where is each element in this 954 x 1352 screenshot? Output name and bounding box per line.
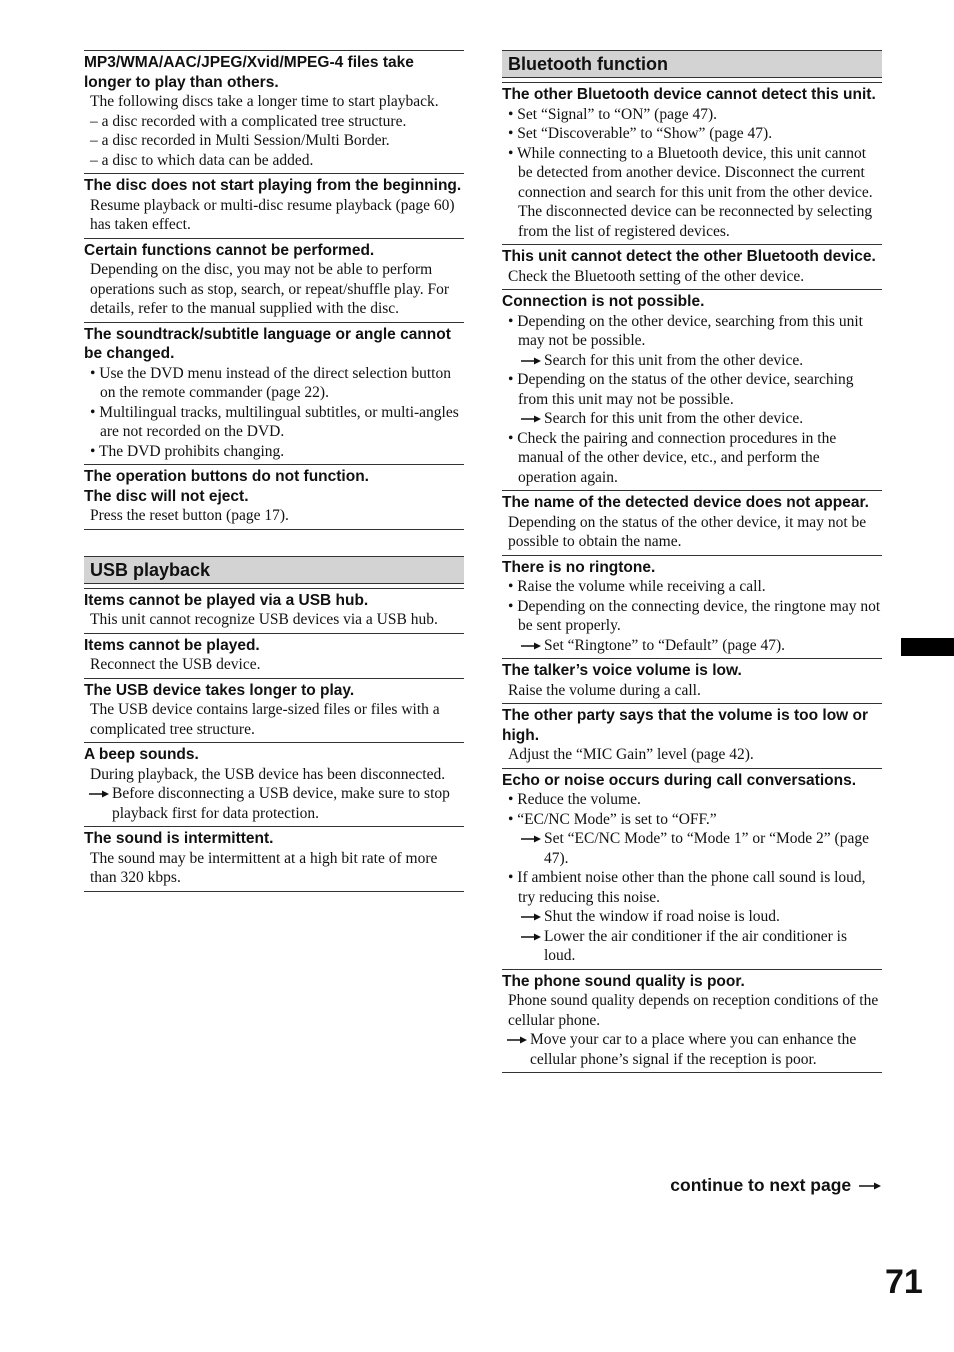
arrow-item-text: Before disconnecting a USB device, make sure to stop playback first for data protection.	[112, 785, 450, 822]
arrow-item	[502, 1030, 882, 1069]
bullet-item: • “EC/NC Mode” is set to “OFF.”	[508, 810, 717, 828]
entry-title: The talker’s voice volume is low.	[502, 662, 742, 679]
entry-title: Items cannot be played.	[84, 636, 260, 654]
entry-text: Resume playback or multi-disc resume playback (page 60) has taken effect.	[90, 196, 455, 233]
entry-title: This unit cannot detect the other Bluetooth device.	[502, 248, 876, 265]
entry-text: Reconnect the USB device.	[90, 656, 261, 673]
right-arrow-icon	[520, 830, 544, 847]
arrow-item	[502, 409, 882, 429]
entry-title: The phone sound quality is poor.	[502, 972, 745, 990]
entry-title: Items cannot be played via a USB hub.	[84, 591, 369, 609]
page-number: 71	[885, 1263, 923, 1301]
arrow-item	[502, 636, 882, 656]
arrow-item	[84, 784, 464, 823]
right-arrow-icon	[520, 637, 544, 654]
troubleshooting-entry	[84, 173, 464, 238]
bullet-item: • While connecting to a Bluetooth device, this unit cannot be detected from another device. Disconnect the current connection and search for this unit from the other device. The disconnected device can be reconnected by selecting from the list of registered devices.	[508, 144, 873, 240]
right-arrow-icon	[520, 410, 544, 427]
entry-title: The operation buttons do not function. The disc will not eject.	[84, 468, 369, 505]
arrow-item	[502, 351, 882, 371]
troubleshooting-entry	[84, 464, 464, 530]
entry-title: A beep sounds.	[84, 746, 199, 763]
arrow-item	[502, 829, 882, 868]
entry-text: Raise the volume during a call.	[508, 681, 701, 699]
usb-section-heading: USB playback	[84, 556, 464, 584]
entry-title: Connection is not possible.	[502, 293, 705, 310]
bullet-item: • Set “Signal” to “ON” (page 47).	[508, 105, 718, 123]
bullet-item: • Depending on the other device, searching from this unit may not be possible.	[508, 312, 863, 349]
bullet-item: • Use the DVD menu instead of the direct selection button on the remote commander (page 22).	[90, 364, 451, 401]
dash-item: – a disc recorded in Multi Session/Multi Border.	[90, 132, 390, 149]
entry-text: Adjust the “MIC Gain” level (page 42).	[508, 746, 754, 763]
dash-item: – a disc recorded with a complicated tree structure.	[90, 112, 407, 130]
bullet-item: • Raise the volume while receiving a call.	[508, 578, 766, 595]
arrow-item	[502, 907, 882, 927]
bullet-item: • Check the pairing and connection procedures in the manual of the other device, etc., and perform the operation again.	[508, 429, 837, 486]
troubleshooting-entry	[502, 768, 882, 969]
entry-title: The disc does not start playing from the beginning.	[84, 177, 462, 194]
bullet-item: • Depending on the status of the other device, searching from this unit may not be possible.	[508, 371, 854, 408]
troubleshooting-entry	[84, 633, 464, 678]
entry-title: MP3/WMA/AAC/JPEG/Xvid/MPEG-4 files take longer to play than others.	[84, 54, 414, 91]
arrow-item-text: Move your car to a place where you can enhance the cellular phone’s signal if the reception is poor.	[530, 1031, 857, 1068]
right-column	[502, 50, 882, 1073]
arrow-item-text: Set “Ringtone” to “Default” (page 47).	[544, 636, 786, 654]
bluetooth-section-heading: Bluetooth function	[502, 50, 882, 78]
entry-title: Echo or noise occurs during call conversations.	[502, 771, 857, 789]
entry-title: The USB device takes longer to play.	[84, 681, 355, 699]
arrow-item-text: Search for this unit from the other device.	[544, 410, 804, 427]
arrow-item-text: Search for this unit from the other device.	[544, 351, 804, 369]
dash-item: – a disc to which data can be added.	[90, 151, 314, 169]
continue-note	[670, 1174, 882, 1196]
right-arrow-icon	[520, 908, 544, 925]
entry-text: Press the reset button (page 17).	[90, 507, 289, 524]
entry-text: The following discs take a longer time to start playback.	[90, 93, 439, 110]
troubleshooting-entry	[502, 82, 882, 244]
bluetooth-troubleshooting-list	[502, 82, 882, 1073]
bullet-item: • The DVD prohibits changing.	[90, 442, 285, 460]
entry-text: This unit cannot recognize USB devices via a USB hub.	[90, 611, 438, 628]
troubleshooting-entry	[502, 555, 882, 659]
right-arrow-icon	[520, 352, 544, 369]
left-column	[84, 50, 464, 892]
bullet-item: • Multilingual tracks, multilingual subtitles, or multi-angles are not recorded on the DVD.	[90, 403, 459, 440]
entry-text: Phone sound quality depends on reception conditions of the cellular phone.	[508, 992, 879, 1029]
section-gap	[84, 530, 464, 556]
troubleshooting-entry	[84, 322, 464, 465]
right-arrow-icon	[520, 928, 544, 945]
troubleshooting-entry	[84, 742, 464, 826]
troubleshooting-entry	[502, 244, 882, 289]
troubleshooting-entry	[502, 969, 882, 1074]
troubleshooting-entry	[502, 658, 882, 703]
right-arrow-icon	[88, 785, 112, 802]
troubleshooting-entry	[84, 678, 464, 743]
troubleshooting-entry	[502, 289, 882, 490]
bullet-item: • Reduce the volume.	[508, 791, 641, 808]
entry-title: The sound is intermittent.	[84, 830, 274, 847]
arrow-item-text: Lower the air conditioner if the air conditioner is loud.	[544, 927, 848, 964]
bullet-item: • Depending on the connecting device, the ringtone may not be sent properly.	[508, 597, 881, 634]
troubleshooting-entry	[84, 238, 464, 322]
troubleshooting-entry	[502, 703, 882, 768]
bullet-item: • Set “Discoverable” to “Show” (page 47).	[508, 125, 773, 142]
entry-text: The sound may be intermittent at a high bit rate of more than 320 kbps.	[90, 849, 438, 886]
entry-text: Check the Bluetooth setting of the other device.	[508, 267, 805, 285]
continue-text: continue to next page	[670, 1175, 852, 1195]
troubleshooting-entry	[84, 588, 464, 633]
entry-text: Depending on the status of the other device, it may not be possible to obtain the name.	[508, 513, 867, 550]
right-arrow-icon	[506, 1031, 530, 1048]
entry-title: The other party says that the volume is too low or high.	[502, 707, 869, 744]
usb-troubleshooting-list	[84, 588, 464, 892]
arrow-item	[502, 927, 882, 966]
entry-text: During playback, the USB device has been disconnected.	[90, 765, 446, 783]
entry-title: There is no ringtone.	[502, 558, 656, 576]
entry-text: Depending on the disc, you may not be able to perform operations such as stop, search, or repeat/shuffle play. For details, refer to the manual supplied with the disc.	[90, 261, 449, 317]
troubleshooting-entry	[84, 826, 464, 892]
arrow-item-text: Set “EC/NC Mode” to “Mode 1” or “Mode 2” (page 47).	[544, 830, 869, 867]
entry-title: The name of the detected device does not appear.	[502, 494, 869, 511]
bullet-item: • If ambient noise other than the phone call sound is loud, try reducing this noise.	[508, 869, 866, 906]
entry-title: Certain functions cannot be performed.	[84, 241, 375, 259]
right-arrow-icon	[858, 1181, 882, 1191]
troubleshooting-entry	[84, 50, 464, 173]
entry-title: The other Bluetooth device cannot detect this unit.	[502, 86, 876, 103]
arrow-item-text: Shut the window if road noise is loud.	[544, 908, 780, 925]
troubleshooting-entry	[502, 490, 882, 555]
section-thumb-tab	[901, 638, 954, 656]
entry-text: The USB device contains large-sized files or files with a complicated tree structure.	[90, 701, 440, 738]
entry-title: The soundtrack/subtitle language or angle cannot be changed.	[84, 325, 451, 362]
disc-troubleshooting-list	[84, 50, 464, 530]
